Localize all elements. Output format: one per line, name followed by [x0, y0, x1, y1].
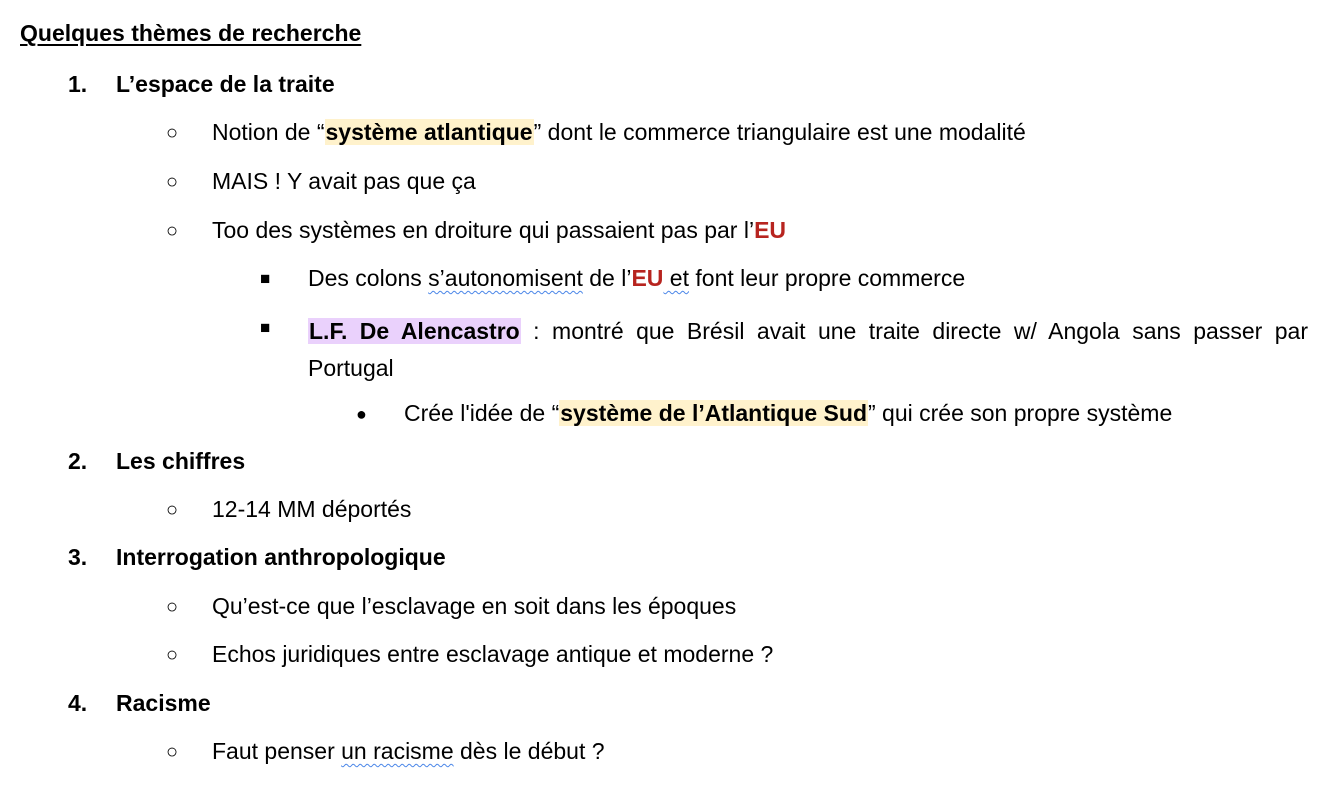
page-title: Quelques thèmes de recherche [20, 20, 362, 46]
hollow-bullet-icon: ○ [166, 171, 179, 193]
section-1-heading: L’espace de la traite [116, 71, 335, 97]
section-4-heading: Racisme [116, 690, 211, 716]
text-segment: Too des systèmes en droiture qui passaient pas par l’ [212, 217, 755, 243]
text-segment: ” dont le commerce triangulaire est une modalité [533, 119, 1026, 145]
hollow-bullet-icon: ○ [166, 499, 179, 521]
list-item [308, 313, 1308, 387]
list-item [308, 264, 965, 292]
highlighted-term: système atlantique [325, 119, 533, 145]
spellcheck-word[interactable]: s’autonomisent [428, 265, 583, 291]
square-bullet-icon: ■ [260, 318, 271, 337]
text-segment: Faut penser [212, 738, 342, 764]
highlighted-author: L.F. De Alencastro [309, 318, 520, 344]
hollow-bullet-icon: ○ [166, 122, 179, 144]
text-segment: font leur propre commerce [689, 265, 966, 291]
hollow-bullet-icon: ○ [166, 220, 179, 242]
list-item [212, 737, 605, 765]
list-item [212, 216, 786, 244]
section-4-number: 4. [68, 690, 88, 716]
text-segment: ” qui crée son propre système [868, 400, 1173, 426]
square-bullet-icon: ■ [260, 269, 271, 288]
text-segment: dès le début ? [453, 738, 605, 764]
list-item [404, 399, 1172, 427]
list-item: 12-14 MM déportés [212, 496, 412, 522]
filled-bullet-icon: ● [356, 404, 367, 424]
red-term: EU [631, 265, 664, 291]
list-item: Qu’est-ce que l’esclavage en soit dans les époques [212, 593, 737, 619]
text-segment: Notion de “ [212, 119, 325, 145]
hollow-bullet-icon: ○ [166, 741, 179, 763]
text-segment: : montré que Brésil avait une traite directe w/ Angola sans passer par Portugal [308, 318, 1308, 381]
text-segment: Crée l'idée de “ [404, 400, 560, 426]
red-term: EU [754, 217, 787, 243]
highlighted-term: système de l’Atlantique Sud [560, 400, 867, 426]
section-3-number: 3. [68, 544, 88, 570]
section-3-heading: Interrogation anthropologique [116, 544, 446, 570]
list-item: MAIS ! Y avait pas que ça [212, 168, 476, 194]
spellcheck-word[interactable]: un racisme [341, 738, 454, 764]
text-segment: de l’ [582, 265, 632, 291]
spellcheck-word[interactable]: et [663, 265, 689, 291]
section-2-heading: Les chiffres [116, 448, 246, 474]
section-2-number: 2. [68, 448, 88, 474]
hollow-bullet-icon: ○ [166, 644, 179, 666]
hollow-bullet-icon: ○ [166, 596, 179, 618]
list-item [212, 118, 1026, 146]
section-1-number: 1. [68, 71, 88, 97]
text-segment: Des colons [308, 265, 429, 291]
list-item: Echos juridiques entre esclavage antique et moderne ? [212, 641, 774, 667]
